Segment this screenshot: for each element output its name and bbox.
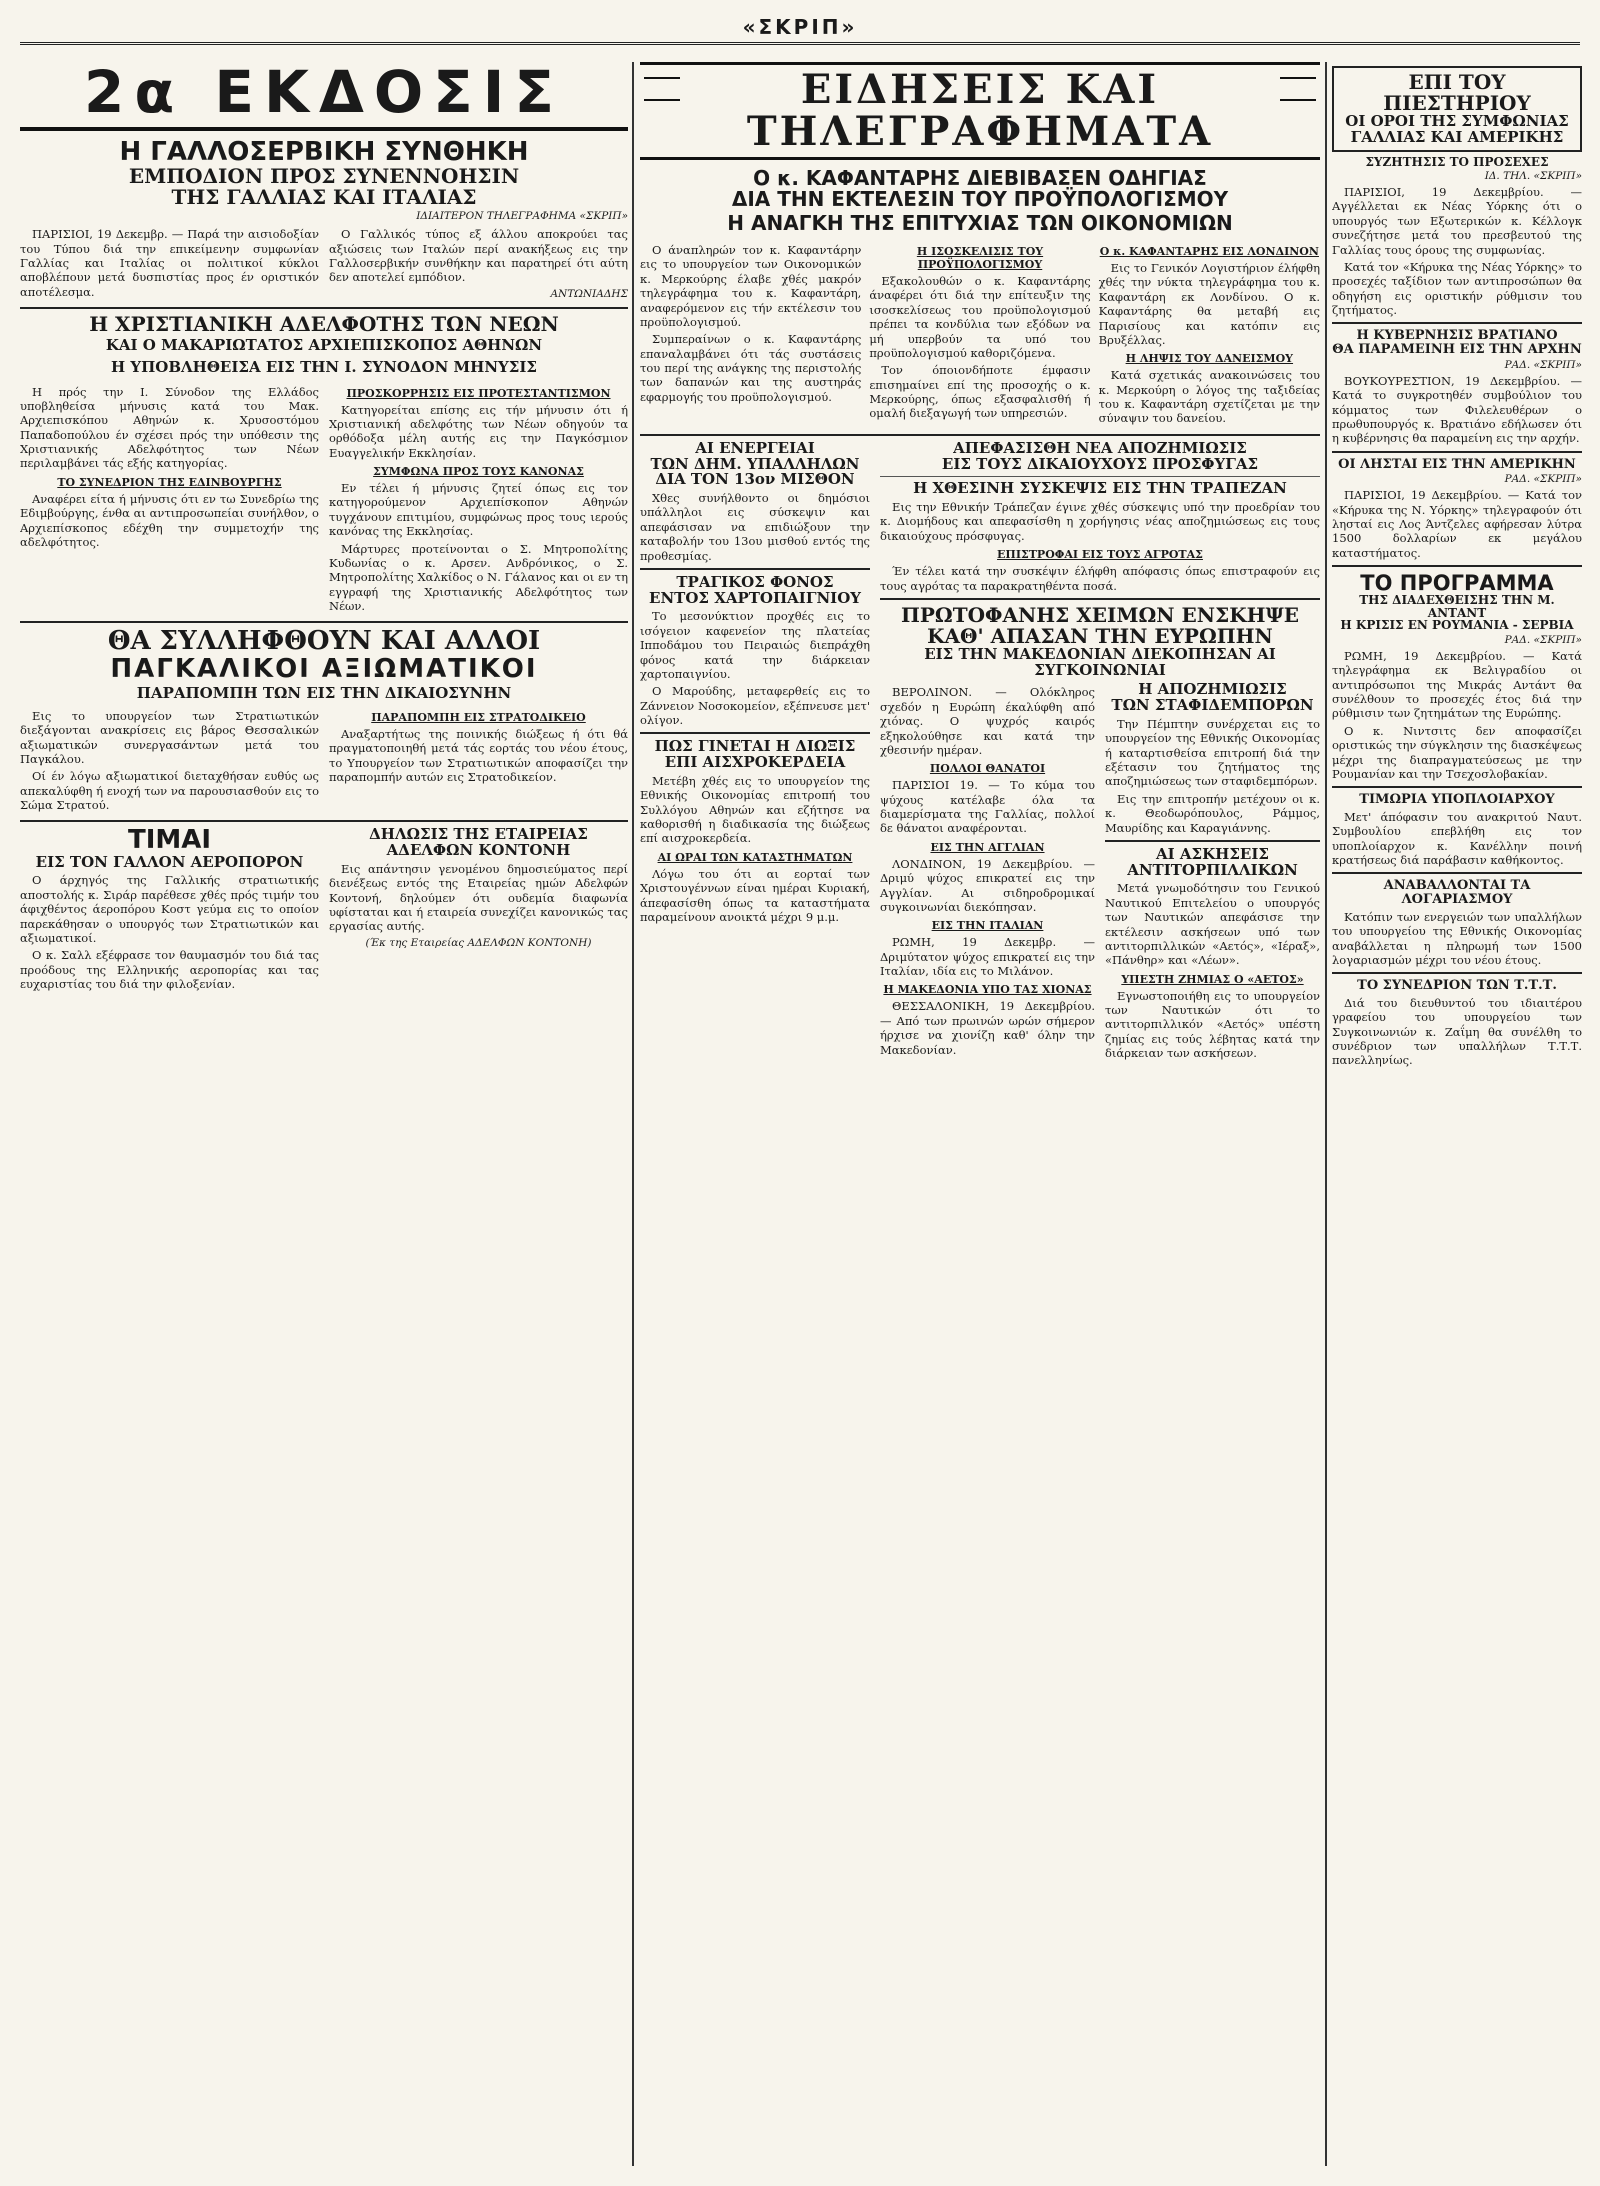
article-gallo-serbian-treaty	[20, 136, 628, 302]
article-ttt-congress	[1332, 979, 1582, 1068]
paragraph: Εγνωστοποιήθη εις το υπουργείον των Ναυτικών ότι το αντιτορπιλλικόν «Αετός» υπέστη ζημίας εις τούς λέβητας κατά την διάρκειαν των ασκήσεων.	[1105, 988, 1320, 1061]
headline: ΘΑ ΣΥΛΛΗΦΘΟΥΝ ΚΑΙ ΑΛΛΟΙ	[107, 626, 541, 657]
headline: ΑΙ ΑΣΚΗΣΕΙΣ	[1156, 844, 1269, 863]
headline: ΟΙ ΛΗΣΤΑΙ ΕΙΣ ΤΗΝ ΑΜΕΡΙΚΗΝ	[1338, 456, 1576, 472]
paragraph: Ο άρχηγός της Γαλλικής στρατιωτικής αποστολής κ. Σιράρ παρέθεσε χθές πρός τιμήν του άφιχθέντος άεροπόρου Κοστ γεύμα εις το οποίον παρεκάθησαν ο υπουργός των Στρατιωτικών και αξιωματικοί.	[20, 873, 319, 945]
section-subhead: ΠΑΡΑΠΟΜΠΗ ΕΙΣ ΣΤΡΑΤΟΔΙΚΕΙΟ	[371, 710, 586, 724]
column-left	[20, 62, 628, 2166]
headline: Η ΑΠΟΖΗΜΙΩΣΙΣ	[1138, 680, 1287, 699]
article-postponed-accounts	[1332, 879, 1582, 967]
article-destroyer-exercises	[1105, 844, 1320, 1061]
section-subhead: ΥΠΕΣΤΗ ΖΗΜΙΑΣ Ο «ΑΕΤΟΣ»	[1121, 972, 1304, 986]
section-subhead: Η ΙΣΟΣΚΕΛΙΣΙΣ ΤΟΥ ΠΡΟΫΠΟΛΟΓΙΣΜΟΥ	[916, 245, 1044, 271]
article-france-america	[1332, 66, 1582, 152]
paragraph: ΡΩΜΗ, 19 Δεκεμβρ. — Δριμύτατον ψύχος επικρατεί εις την Ιταλίαν, ιδία εις το Μιλάνον.	[880, 935, 1095, 978]
dispatch-credit: ΙΔΙΑΙΤΕΡΟΝ ΤΗΛΕΓΡΑΦΗΜΑ «ΣΚΡΙΠ»	[416, 210, 628, 223]
subheadline: Η ΥΠΟΒΛΗΘΕΙΣΑ ΕΙΣ ΤΗΝ Ι. ΣΥΝΟΔΟΝ ΜΗΝΥΣΙΣ	[111, 357, 537, 376]
headline: ΑΠΕΦΑΣΙΣΘΗ ΝΕΑ ΑΠΟΖΗΜΙΩΣΙΣ	[953, 438, 1247, 457]
headline: ΤΩΝ ΣΤΑΦΙΔΕΜΠΟΡΩΝ	[1111, 696, 1314, 715]
dispatch-credit: ΡΑΔ. «ΣΚΡΙΠ»	[1504, 633, 1582, 646]
paragraph: Τον όποιονδήποτε έμφασιν επισημαίνει επί της προσοχής ο κ. Μερκούρης, όπως εξασφαλισθή ή ομαλή διεξαγωγή των υπηρεσιών.	[869, 363, 1091, 421]
section-banner: ΕΙΔΗΣΕΙΣ ΚΑΙ ΤΗΛΕΓΡΑΦΗΜΑΤΑ	[640, 62, 1320, 160]
column-divider	[1325, 62, 1327, 2166]
headline: Η ΚΥΒΕΡΝΗΣΙΣ ΒΡΑΤΙΑΝΟ	[1356, 328, 1558, 344]
paragraph: Εν τέλει ή μήνυσις ζητεί όπως εις τον κατηγορούμενον Αρχιεπίσκοπον Αθηνών τυγχάνουν επιτιμίου, συμφώνως προς τους ιερούς κανόνας της Εκκλησίας.	[329, 481, 628, 539]
right-subcolumn	[880, 438, 1320, 1064]
headline: ΕΝΤΟΣ ΧΑΡΤΟΠΑΙΓΝΙΟΥ	[649, 588, 861, 607]
subheadline: ΤΗΣ ΔΙΑΔΕΧΘΕΙΣΗΣ ΤΗΝ Μ. ΑΝΤΑΝΤ	[1359, 593, 1555, 620]
paragraph: Μετά γνωμοδότησιν του Γενικού Ναυτικού Επιτελείου ο υπουργός των Ναυτικών απεφάσισε την εκτέλεσιν ασκήσεων υπό των αντιτορπιλλικών «Αετός», «Ιέραξ», «Πάνθηρ» και «Λέων».	[1105, 881, 1320, 968]
paragraph: Κατά τον «Κήρυκα της Νέας Υόρκης» το προσεχές ταξίδιον των αντιπροσώπων θα οδηγήση εις οριστικήν ρύθμισιν του ζητήματος.	[1332, 259, 1582, 318]
headline: Ο κ. ΚΑΦΑΝΤΑΡΗΣ ΔΙΕΒΙΒΑΣΕΝ ΟΔΗΓΙΑΣ	[753, 166, 1207, 190]
paragraph: Συμπεραίνων ο κ. Καφαντάρης επαναλαμβάνει ότι τάς συστάσεις του περί της ανάγκης της περιστολής των δαπανών και της αυστηράς εφαρμογής του προϋπολογισμού.	[640, 332, 862, 404]
paragraph: Κατόπιν των ενεργειών των υπαλλήλων του υπουργείου της Εθνικής Οικονομίας αναβάλλεται η πληρωμή των 1500 λογαριασμών μέχρι του νέου έτους.	[1332, 909, 1582, 967]
paragraph: ΒΕΡΟΛΙΝΟΝ. — Ολόκληρος σχεδόν η Ευρώπη έκαλύφθη από χιόνας. Ο ψυχρός καιρός εξηκολούθησε και κατά την χθεσινήν ημέραν.	[880, 685, 1095, 757]
paragraph: Αναξαρτήτως της ποινικής διώξεως ή ότι θά πραγματοποιηθή μετά τάς εορτάς του νέου έτους, το Υπουργείον των Στρατιωτικών αποφασίζει την παραπομπήν αυτών εις Στρατοδικείον.	[329, 726, 628, 784]
article-civil-servants	[640, 438, 870, 563]
headline: ΑΙ ΕΝΕΡΓΕΙΑΙ	[695, 438, 815, 457]
subheadline: ΕΜΠΟΔΙΟΝ ΠΡΟΣ ΣΥΝΕΝΝΟΗΣΙΝ	[128, 164, 520, 189]
subheadline: ΓΑΛΛΙΑΣ ΚΑΙ ΑΜΕΡΙΚΗΣ	[1350, 127, 1564, 146]
paragraph: Ο Μαρούδης, μεταφερθείς εις το Ζάννειον Νοσοκομείον, εξέπνευσε μετ' ολίγον.	[640, 684, 870, 727]
headline: ΚΑΘ' ΑΠΑΣΑΝ ΤΗΝ ΕΥΡΩΠΗΝ	[927, 623, 1273, 648]
article-raisin-merchants	[1105, 682, 1320, 835]
edition-title: 2α ΕΚΔΟΣΙΣ	[20, 62, 628, 131]
article-kontonis-statement	[329, 827, 628, 994]
subheadline: Η ΧΘΕΣΙΝΗ ΣΥΣΚΕΨΙΣ ΕΙΣ ΤΗΝ ΤΡΑΠΕΖΑΝ	[913, 479, 1287, 498]
headline: ΠΡΩΤΟΦΑΝΗΣ ΧΕΙΜΩΝ ΕΝΣΚΗΨΕ	[900, 602, 1299, 627]
signature: (Έκ της Εταιρείας ΑΔΕΛΦΩΝ ΚΟΝΤΟΝΗ)	[365, 936, 592, 949]
headline: ΕΙΣ ΤΟΥΣ ΔΙΚΑΙΟΥΧΟΥΣ ΠΡΟΣΦΥΓΑΣ	[941, 454, 1259, 473]
subheadline: ΑΔΕΛΦΩΝ ΚΟΝΤΟΝΗ	[386, 841, 571, 860]
article-european-winter	[880, 602, 1320, 1064]
headline: ΤΡΑΓΙΚΟΣ ΦΟΝΟΣ	[676, 572, 834, 591]
article-honors-aviator	[20, 827, 319, 994]
article-profiteering	[640, 739, 870, 924]
headline: Η ΓΑΛΛΟΣΕΡΒΙΚΗ ΣΥΝΘΗΚΗ	[119, 136, 529, 167]
headline: Η ΧΡΙΣΤΙΑΝΙΚΗ ΑΔΕΛΦΟΤΗΣ ΤΩΝ ΝΕΩΝ	[89, 312, 559, 337]
subheadline: Η ΚΡΙΣΙΣ ΕΝ ΡΟΥΜΑΝΙΑ - ΣΕΡΒΙΑ	[1340, 618, 1574, 633]
headline: ΤΟ ΣΥΝΕΔΡΙΟΝ ΤΩΝ Τ.Τ.Τ.	[1357, 978, 1557, 994]
paragraph: ΛΟΝΔΙΝΟΝ, 19 Δεκεμβρίου. — Δριμύ ψύχος επικρατεί εις την Αγγλίαν. Αι σιδηροδρομικαί συγκοινωνίαι διεκόπησαν.	[880, 856, 1095, 914]
paragraph: Μετέβη χθές εις το υπουργείον της Εθνικής Οικονομίας επιτροπή του Συλλόγου Αθηνών και εζήτησε να καθορισθή η διαδικασία της διώξεως επί αισχροκερδεία.	[640, 773, 870, 846]
headline: ΠΩΣ ΓΙΝΕΤΑΙ Η ΔΙΩΞΙΣ	[654, 737, 856, 756]
column-center	[640, 62, 1320, 2166]
paragraph: Αναφέρει είτα ή μήνυσις ότι εν τω Συνεδρίω της Εδιμβούργης, ένθα αι αντιπροσωπείαι συνήλθον, ο Αρχιεπίσκοπος εδέχθη την συμμετοχήν της αδελφότητος.	[20, 491, 319, 549]
column-right	[1332, 62, 1582, 2166]
section-subhead: ΕΙΣ ΤΗΝ ΑΓΓΛΙΑΝ	[930, 840, 1045, 854]
paragraph: Εις την επιτροπήν μετέχουν οι κ. κ. Θεοδωρόπουλος, Ράμμος, Μαυρίδης και Καραγιάννης.	[1105, 791, 1320, 835]
headline: ΤΩΝ ΔΗΜ. ΥΠΑΛΛΗΛΩΝ	[650, 454, 860, 473]
paragraph: Την Πέμπτην συνέρχεται εις το υπουργείον της Εθνικής Οικονομίας ή καταρτισθείσα επιτροπή διά την εξέτασιν του ζητήματος της αποζημιώσεως των σταφιδεμπόρων.	[1105, 716, 1320, 789]
dispatch-credit: ΙΔ. ΤΗΛ. «ΣΚΡΙΠ»	[1484, 170, 1582, 183]
article-refugee-compensation	[880, 438, 1320, 593]
paragraph: ΠΑΡΙΣΙΟΙ 19. — Το κύμα του ψύχους κατέλαβε όλα τα διαμερίσματα της Γαλλίας, πολλοί δε θάνατοι αναφέρονται.	[880, 778, 1095, 836]
paragraph: Οί έν λόγω αξιωματικοί διεταχθήσαν ευθύς ως απεκαλύφθη ή ενοχή των να παρουσιασθούν εις το Σώμα Στρατού.	[20, 769, 319, 813]
paragraph: ΠΑΡΙΣΙΟΙ, 19 Δεκεμβρίου. — Κατά τον «Κήρυκα της Ν. Υόρκης» τηλεγραφούν ότι λησταί εις Λος Άντζελες αφήρεσαν λύτρα 1500 δολλαρίων εκ μεγάλου καταστήματος.	[1332, 488, 1582, 560]
paragraph: Κατά σχετικάς ανακοινώσεις του κ. Μερκούρη ο λόγος της ταξιδείας του κ. Καφαντάρη σχετίζεται με την σύναψιν του δανείου.	[1098, 368, 1320, 426]
section-subhead: ΠΟΛΛΟΙ ΘΑΝΑΤΟΙ	[929, 762, 1046, 776]
headline: ΑΝΤΙΤΟΡΠΙΛΛΙΚΩΝ	[1127, 860, 1298, 879]
paragraph: Εις το Γενικόν Λογιστήριον έλήφθη χθές την νύκτα τηλεγράφημα του κ. Καφαντάρη εκ Λονδίνου. Ο κ. Καφαντάρης θα μεταβή εις Παρισίους και κατόπιν εις Βρυξέλλας.	[1098, 261, 1320, 347]
article-punishment-officer	[1332, 793, 1582, 867]
subheadline: ΟΙ ΟΡΟΙ ΤΗΣ ΣΥΜΦΩΝΙΑΣ	[1345, 112, 1569, 130]
section-subhead: Ο κ. ΚΑΦΑΝΤΑΡΗΣ ΕΙΣ ΛΟΝΔΙΝΟΝ	[1099, 245, 1319, 258]
paragraph: Κατηγορείται επίσης εις τήν μήνυσιν ότι ή Χριστιανική αδελφότης των Νέων οδηγούν τα ορθόδοξα μέλη αυτής εις την Παγκόσμιον Ευαγγελικήν Εκκλησίαν.	[329, 402, 628, 460]
headline: ΤΟ ΠΡΟΓΡΑΜΜΑ	[1360, 571, 1554, 596]
paragraph: Έν τέλει κατά την συσκέψιν έλήφθη απόφασις όπως επιστραφούν εις τους αγρότας τα παρακρατηθέντα ποσά.	[880, 564, 1320, 593]
paragraph: Η πρός την Ι. Σύνοδον της Ελλάδος υποβληθείσα μήνυσις κατά του Μακ. Αρχιεπισκόπου Αθηνών κ. Χρυσοστόμου Παπαδοπούλου έν σχέσει πρός την υπόθεσιν της Χριστιανικής Αδελφότητος των Νέων περιλαμβάνει τάς εξής κατηγορίας.	[20, 384, 319, 471]
paragraph: ΠΑΡΙΣΙΟΙ, 19 Δεκεμβρίου. — Αγγέλλεται εκ Νέας Υόρκης ότι ο υπουργός των Εξωτερικών κ. Κέλλογκ συνεζήτησε μετά του πρεσβευτού της Γαλλίας τους όρους της συμφωνίας.	[1332, 185, 1582, 257]
subheadline: ΕΙΣ ΤΗΝ ΜΑΚΕΔΟΝΙΑΝ ΔΙΕΚΟΠΗΣΑΝ ΑΙ ΣΥΓΚΟΙΝΩΝΙΑΙ	[924, 644, 1276, 679]
section-subhead: Η ΜΑΚΕΔΟΝΙΑ ΥΠΟ ΤΑΣ ΧΙΟΝΑΣ	[883, 983, 1092, 997]
article-christian-brotherhood	[20, 314, 628, 616]
paragraph: Το μεσονύκτιον προχθές εις το ισόγειον καφενείον της πλατείας Ιπποδάμου του Πειραιώς διεπράχθη φόνος κατά την διάρκειαν χαρτοπαιγνίου.	[640, 609, 870, 681]
paragraph: Εις την Εθνικήν Τράπεζαν έγινε χθές σύσκεψις υπό την προεδρίαν του κ. Διομήδους και απεφασίσθη η χορήγησις νέας αποζημιώσεως εις τους δικαιούχους πρόσφυγας.	[880, 500, 1320, 543]
paragraph: Μετ' άπόφασιν του ανακριτού Ναυτ. Συμβουλίου επεβλήθη εις τον υποπλοίαρχον κ. Κανέλλην ποινή κρατήσεως διά παράβασιν καθήκοντος.	[1332, 809, 1582, 868]
section-subhead: ΕΙΣ ΤΗΝ ΙΤΑΛΙΑΝ	[931, 919, 1044, 933]
paragraph: Ο Γαλλικός τύπος εξ άλλου αποκρούει τας αξιώσεις των Ιταλών περί ανακήξεως εις την Γαλλοσερβικήν συνθήκην και παρατηρεί ότι αύτη δεν αποτελεί εμπόδιον.	[329, 227, 628, 285]
section-subhead: ΑΙ ΩΡΑΙ ΤΩΝ ΚΑΤΑΣΤΗΜΑΤΩΝ	[657, 850, 853, 864]
paragraph: Εις το υπουργείον των Στρατιωτικών διεξάγονται ανακρίσεις εις βάρος Θεσσαλικών αξιωματικών συνεργασάντων μετά του Παγκάλου.	[20, 708, 319, 766]
paragraph: Ο κ. Σαλλ εξέφρασε τον θαυμασμόν του διά τας προόδους της Ελληνικής αεροπορίας και τας ευχαριστίας του διά την φιλοξενίαν.	[20, 948, 319, 992]
headline: ΔΙΑ ΤΟΝ 13ον ΜΙΣΘΟΝ	[655, 470, 855, 489]
headline: Η ΑΝΑΓΚΗ ΤΗΣ ΕΠΙΤΥΧΙΑΣ ΤΩΝ ΟΙΚΟΝΟΜΙΩΝ	[727, 211, 1233, 235]
headline: ΑΝΑΒΑΛΛΟΝΤΑΙ ΤΑ ΛΟΓΑΡΙΑΣΜΟΥ	[1383, 878, 1531, 908]
article-bandits-america	[1332, 458, 1582, 561]
article-kafantaris-budget	[640, 168, 1320, 429]
subheadline: ΠΑΡΑΠΟΜΠΗ ΤΩΝ ΕΙΣ ΤΗΝ ΔΙΚΑΙΟΣΥΝΗΝ	[136, 684, 512, 703]
paragraph: Χθες συνήλθοντο οι δημόσιοι υπάλληλοι εις σύσκεψιν και απεφάσισαν να επιδιώξουν την καταβολήν του 13ου μισθού εντός της προθεσμίας.	[640, 491, 870, 563]
subheadline: ΕΙΣ ΤΟΝ ΓΑΛΛΟΝ ΑΕΡΟΠΟΡΟΝ	[35, 852, 304, 871]
paragraph: Ο κ. Νιντσιτς δεν αποφασίζει οριστικώς την σύγκλησιν της διασκέψεως μέχρι της διαπραγματεύσεως με την Ρουμανίαν και την Τσεχοσλοβακίαν.	[1332, 723, 1582, 781]
paragraph: ΡΩΜΗ, 19 Δεκεμβρίου. — Κατά τηλεγράφημα εκ Βελιγραδίου οι αντιπρόσωποι της Μικράς Αντάντ θα συνέλθουν το προσεχές έτος διά την ρύθμισιν των ζητημάτων της Ευρώπης.	[1332, 648, 1582, 721]
headline: ΔΗΛΩΣΙΣ ΤΗΣ ΕΤΑΙΡΕΙΑΣ	[369, 825, 588, 844]
paragraph: Εξακολουθών ο κ. Καφαντάρης άναφέρει ότι διά την επίτευξιν της ισοσκελίσεως του προϋπολογισμού πρέπει τα κονδύλια των εξόδων να μή υπερβούν τα υπό του προϋπολογισμού καθοριζόμενα.	[869, 274, 1091, 360]
article-tragic-murder	[640, 572, 870, 728]
section-subhead: ΠΡΟΣΚΟΡΡΗΣΙΣ ΕΙΣ ΠΡΟΤΕΣΤΑΝΤΙΣΜΟΝ	[346, 386, 611, 400]
subheadline: ΚΑΙ Ο ΜΑΚΑΡΙΩΤΑΤΟΣ ΑΡΧΙΕΠΙΣΚΟΠΟΣ ΑΘΗΝΩΝ	[105, 336, 543, 355]
paragraph: Λόγω του ότι αι εορταί των Χριστουγέννων είναι ημέραι Κυριακή, άπεφασίσθη όπως τα καταστήματα παραμείνουν ανοικτά μέχρι 9 μ.μ.	[640, 866, 870, 924]
paragraph: ΠΑΡΙΣΙΟΙ, 19 Δεκεμβρ. — Παρά την αισιοδοξίαν του Τύπου διά την επικείμενην συμφωνίαν Γαλλίας και Ιταλίας οι πολιτικοί κύκλοι αποβλέπουν μετά δυσπιστίας προς έν οριστικόν αποτέλεσμα.	[20, 227, 319, 299]
dispatch-credit: ΡΑΔ. «ΣΚΡΙΠ»	[1504, 473, 1582, 486]
masthead	[20, 8, 1580, 45]
section-subhead: Η ΛΗΨΙΣ ΤΟΥ ΔΑΝΕΙΣΜΟΥ	[1125, 352, 1294, 366]
paragraph: Εις απάντησιν γενομένου δημοσιεύματος περί διενέξεως εντός της Εταιρείας ημών Αδελφών Κοντονή, δηλούμεν ότι ουδεμία διαφωνία υφίσταται και ή εταιρεία συνεχίζει κανονικώς τας εργασίας αυτής.	[329, 861, 628, 934]
section-subhead: ΣΥΜΦΩΝΑ ΠΡΟΣ ΤΟΥΣ ΚΑΝΟΝΑΣ	[373, 465, 584, 479]
headline: ΠΑΓΚΑΛΙΚΟΙ ΑΞΙΩΜΑΤΙΚΟΙ	[110, 653, 538, 684]
paragraph: ΒΟΥΚΟΥΡΕΣΤΙΟΝ, 19 Δεκεμβρίου. — Κατά το συγκροτηθέν συμβούλιον του κόμματος των Φιλελευθέρων ο πρωθυπουργός κ. Βρατιάνο εδήλωσεν ότι η κυβέρνησις θα παραμείνη εις την αρχήν.	[1332, 373, 1582, 446]
signature: ΑΝΤΩΝΙΑΔΗΣ	[550, 287, 628, 300]
section-subhead: ΕΠΙΣΤΡΟΦΑΙ ΕΙΣ ΤΟΥΣ ΑΓΡΟΤΑΣ	[997, 548, 1203, 562]
paragraph: Διά του διευθυντού του ιδιαιτέρου γραφείου του υπουργείου των Συγκοινωνιών κ. Ζαΐμη θα συνέλθη το συνέδριον των υπαλλήλων Τ.Τ.Τ. πανελληνίως.	[1332, 995, 1582, 1068]
headline: ΤΙΜΑΙ	[127, 825, 212, 856]
column-divider	[632, 62, 634, 2166]
article-bratianu-government	[1332, 329, 1582, 445]
subheadline: ΣΥΖΗΤΗΣΙΣ ΤΟ ΠΡΟΣΕΧΕΣ	[1365, 154, 1549, 169]
article-pangalos-officers	[20, 628, 628, 815]
paper-name: «ΣΚΡΙΠ»	[742, 15, 858, 39]
dispatch-credit: ΡΑΔ. «ΣΚΡΙΠ»	[1504, 358, 1582, 371]
headline: ΔΙΑ ΤΗΝ ΕΚΤΕΛΕΣΙΝ ΤΟΥ ΠΡΟΫΠΟΛΟΓΙΣΜΟΥ	[731, 187, 1229, 211]
left-subcolumn	[640, 438, 870, 1064]
section-subhead: ΤΟ ΣΥΝΕΔΡΙΟΝ ΤΗΣ ΕΔΙΝΒΟΥΡΓΗΣ	[57, 475, 282, 489]
article-little-entente	[1332, 572, 1582, 781]
headline: ΘΑ ΠΑΡΑΜΕΙΝΗ ΕΙΣ ΤΗΝ ΑΡΧΗΝ	[1332, 342, 1582, 358]
paragraph: Μάρτυρες προτείνονται ο Σ. Μητροπολίτης Κυδωνίας ο κ. Αρσεν. Ανδρόνικος, ο Σ. Μητροπολίτης Χαλκίδος ο Ν. Γάλανος και οι εν τη εγγραφή της Χριστιανικής Αδελφότητος των Νέων.	[329, 541, 628, 614]
paragraph: ΘΕΣΣΑΛΟΝΙΚΗ, 19 Δεκεμβρίου. — Από των πρωινών ωρών σήμερον ήρχισε να χιονίζη καθ' όλην την Μακεδονίαν.	[880, 999, 1095, 1057]
headline: ΕΠΙ ΤΟΥ ΠΙΕΣΤΗΡΙΟΥ	[1383, 70, 1531, 115]
subheadline: ΤΗΣ ΓΑΛΛΙΑΣ ΚΑΙ ΙΤΑΛΙΑΣ	[171, 185, 477, 210]
paragraph: Ο άναπληρών τον κ. Καφαντάρην εις το υπουργείον των Οικονομικών κ. Μερκούρης έλαβε χθές μακρόν τηλεγράφημα του κ. Καφαντάρη, αναφερόμενον εις τήν εκτέλεσιν του προϋπολογισμού.	[640, 243, 862, 329]
subheadline: ΕΠΙ ΑΙΣΧΡΟΚΕΡΔΕΙΑ	[664, 753, 846, 772]
headline: ΤΙΜΩΡΙΑ ΥΠΟΠΛΟΙΑΡΧΟΥ	[1359, 792, 1555, 808]
